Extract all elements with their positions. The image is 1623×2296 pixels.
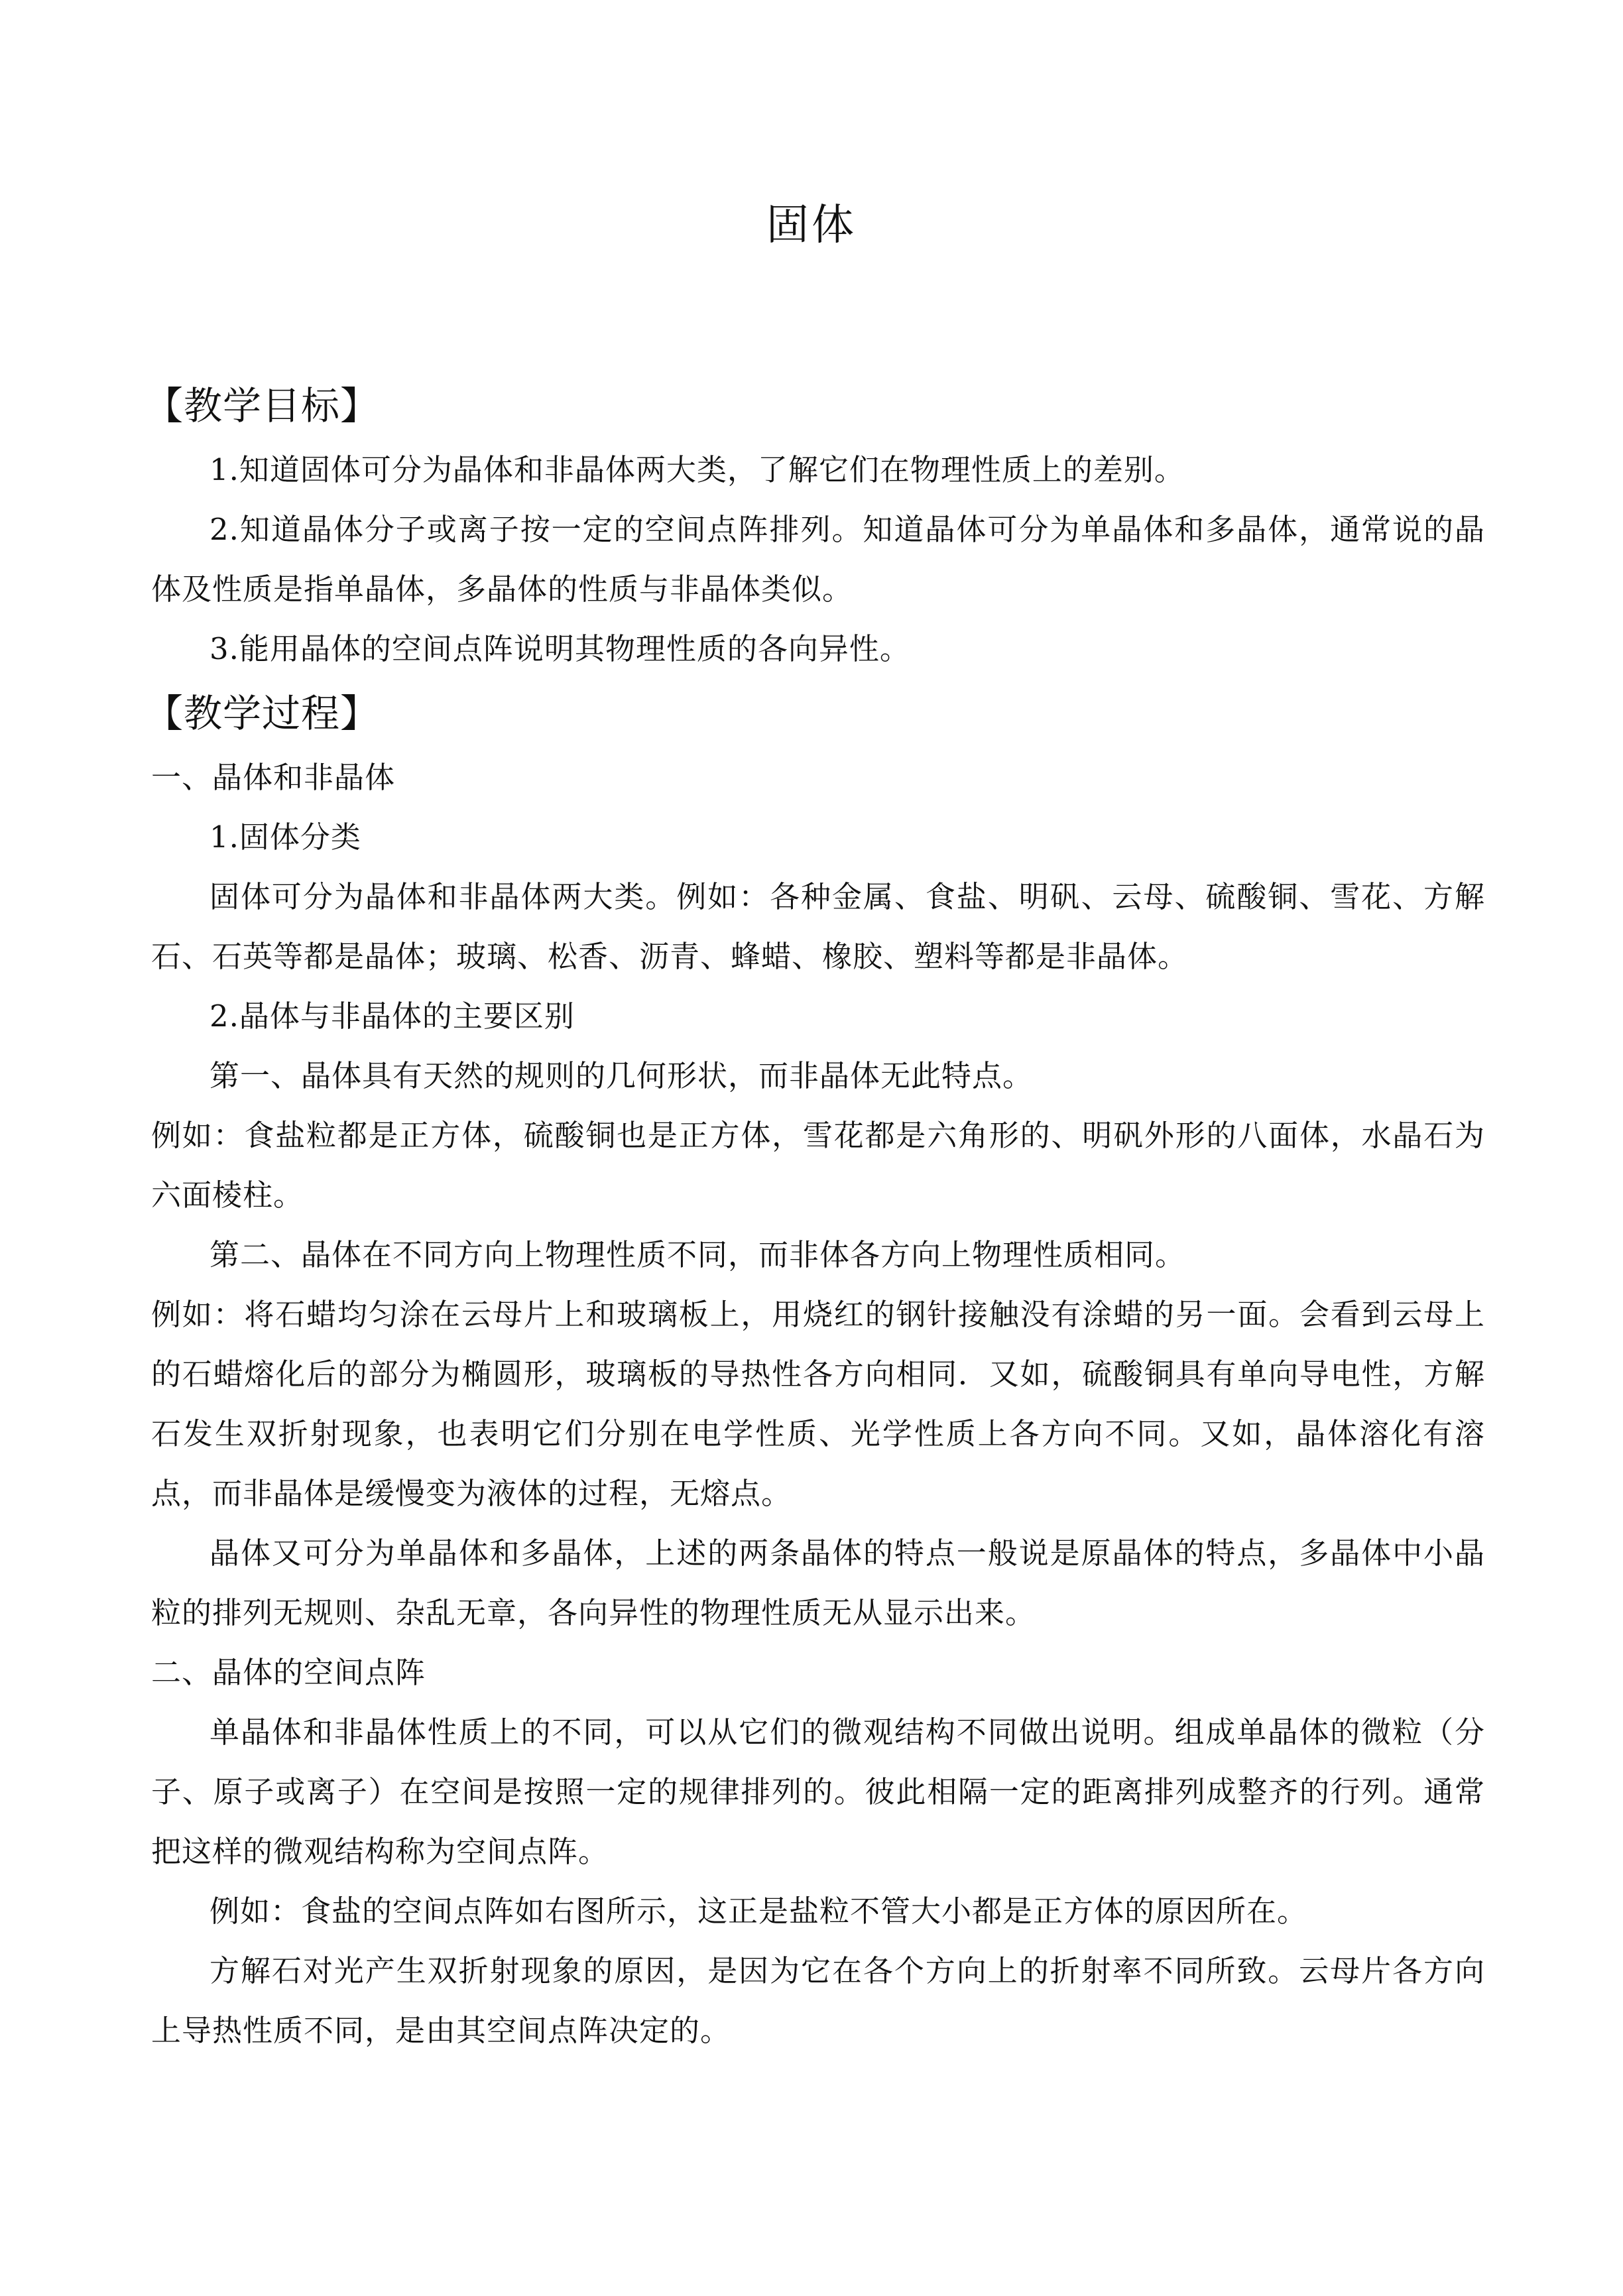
objective-item: 2.知道晶体分子或离子按一定的空间点阵排列。知道晶体可分为单晶体和多晶体，通常说的晶体及性质是指单晶体，多晶体的性质与非晶体类似。 — [151, 512, 1485, 607]
document-body — [145, 371, 1485, 2061]
process-heading: 【教学过程】 — [145, 691, 380, 736]
paragraph: 第一、晶体具有天然的规则的几何形状，而非晶体无此特点。 — [210, 1058, 1034, 1093]
paragraph: 方解石对光产生双折射现象的原因，是因为它在各个方向上的折射率不同所致。云母片各方向上导热性质不同，是由其空间点阵决定的。 — [151, 1953, 1485, 2048]
paragraph: 例如：食盐的空间点阵如右图所示，这正是盐粒不管大小都是正方体的原因所在。 — [210, 1894, 1308, 1929]
paragraph: 固体可分为晶体和非晶体两大类。例如：各种金属、食盐、明矾、云母、硫酸铜、雪花、方解石、石英等都是晶体；玻璃、松香、沥青、蜂蜡、橡胶、塑料等都是非晶体。 — [151, 879, 1485, 974]
objective-item: 1.知道固体可分为晶体和非晶体两大类，了解它们在物理性质上的差别。 — [210, 452, 1185, 487]
subsection-title: 2.晶体与非晶体的主要区别 — [210, 998, 575, 1034]
example-paragraph: 例如：将石蜡均匀涂在云母片上和玻璃板上，用烧红的钢针接触没有涂蜡的另一面。会看到云母上的石蜡熔化后的部分为椭圆形，玻璃板的导热性各方向相同．又如，硫酸铜具有单向导电性，方解石发生双折射现象，也表明它们分别在电学性质、光学性质上各方向不同。又如，晶体溶化有溶点，而非晶体是缓慢变为液体的过程，无熔点。 — [151, 1297, 1485, 1511]
subsection-title: 1.固体分类 — [210, 819, 361, 855]
section-title: 一、晶体和非晶体 — [151, 760, 396, 795]
paragraph: 第二、晶体在不同方向上物理性质不同，而非体各方向上物理性质相同。 — [210, 1237, 1186, 1272]
objective-item: 3.能用晶体的空间点阵说明其物理性质的各向异性。 — [210, 631, 910, 666]
example-paragraph: 例如：食盐粒都是正方体，硫酸铜也是正方体，雪花都是六角形的、明矾外形的八面体，水晶石为六面棱柱。 — [151, 1118, 1485, 1213]
objectives-heading: 【教学目标】 — [145, 383, 380, 428]
paragraph: 单晶体和非晶体性质上的不同，可以从它们的微观结构不同做出说明。组成单晶体的微粒（分子、原子或离子）在空间是按照一定的规律排列的。彼此相隔一定的距离排列成整齐的行列。通常把这样的微观结构称为空间点阵。 — [151, 1715, 1485, 1869]
paragraph: 晶体又可分为单晶体和多晶体，上述的两条晶体的特点一般说是原晶体的特点，多晶体中小晶粒的排列无规则、杂乱无章，各向异性的物理性质无从显示出来。 — [151, 1536, 1485, 1630]
section-title: 二、晶体的空间点阵 — [151, 1655, 426, 1690]
document-title: 固体 — [766, 201, 857, 250]
